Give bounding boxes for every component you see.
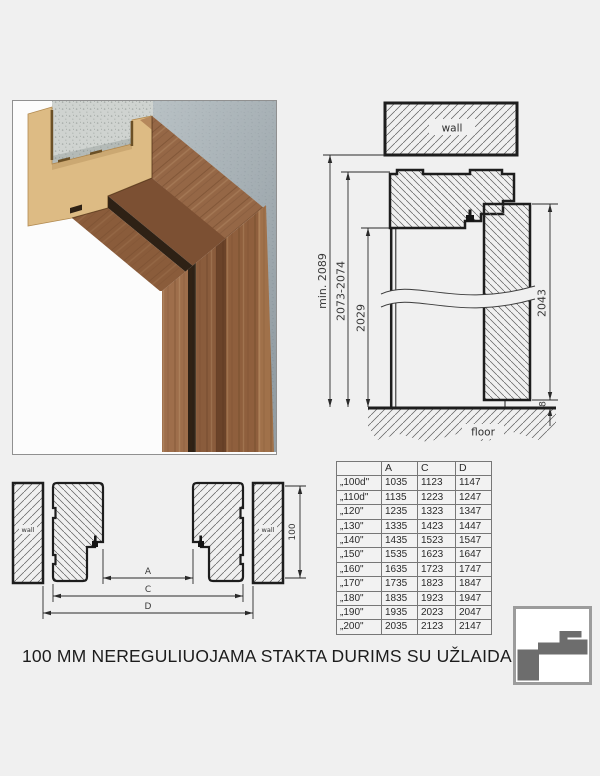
wall-block-left bbox=[13, 483, 43, 583]
size-value-cell: 1123 bbox=[418, 476, 456, 490]
size-table-row bbox=[337, 505, 492, 519]
floor bbox=[368, 408, 556, 442]
size-value-cell: 1035 bbox=[382, 476, 418, 490]
dim-d-label: D bbox=[144, 602, 152, 612]
size-value-cell: 1347 bbox=[456, 505, 492, 519]
size-name-cell: „180" bbox=[337, 591, 382, 605]
page-title: 100 MM NEREGULIUOJAMA STAKTA DURIMS SU UŽLAIDA bbox=[22, 646, 512, 666]
size-value-cell: 1723 bbox=[418, 562, 456, 576]
size-value-cell: 1135 bbox=[382, 490, 418, 504]
size-value-cell: 1523 bbox=[418, 534, 456, 548]
size-value-cell: 1923 bbox=[418, 591, 456, 605]
wall-block-right bbox=[253, 483, 283, 583]
size-value-cell: 1247 bbox=[456, 490, 492, 504]
size-value-cell: 1735 bbox=[382, 577, 418, 591]
logo-profile-block bbox=[518, 650, 540, 681]
size-table-row bbox=[337, 577, 492, 591]
size-value-cell: 1335 bbox=[382, 519, 418, 533]
size-value-cell: 1447 bbox=[456, 519, 492, 533]
size-value-cell: 1635 bbox=[382, 562, 418, 576]
size-name-cell: „170" bbox=[337, 577, 382, 591]
size-value-cell: 1435 bbox=[382, 534, 418, 548]
size-value-cell: 1935 bbox=[382, 606, 418, 620]
frame-profile-right bbox=[193, 483, 243, 581]
size-value-cell: 1747 bbox=[456, 562, 492, 576]
size-table-header-a: A bbox=[382, 462, 418, 476]
size-value-cell: 1235 bbox=[382, 505, 418, 519]
horizontal-section-drawing bbox=[8, 476, 318, 626]
size-name-cell: „130" bbox=[337, 519, 382, 533]
kerf-slot-right bbox=[131, 121, 134, 146]
size-table-row bbox=[337, 519, 492, 533]
size-value-cell: 1223 bbox=[418, 490, 456, 504]
size-value-cell: 1547 bbox=[456, 534, 492, 548]
size-value-cell: 1947 bbox=[456, 591, 492, 605]
frame-profile-left bbox=[53, 483, 103, 581]
size-name-cell: „200" bbox=[337, 620, 382, 634]
dim-a-label: A bbox=[144, 567, 152, 577]
size-value-cell: 1623 bbox=[418, 548, 456, 562]
size-table-header-row bbox=[337, 462, 492, 476]
wall-label: wall bbox=[441, 122, 463, 135]
size-value-cell: 1535 bbox=[382, 548, 418, 562]
wall-right-label: wall bbox=[261, 526, 275, 534]
size-table-row bbox=[337, 620, 492, 634]
size-value-cell: 1423 bbox=[418, 519, 456, 533]
size-table-header-name bbox=[337, 462, 382, 476]
size-name-cell: „190" bbox=[337, 606, 382, 620]
wall-left-label: wall bbox=[21, 526, 35, 534]
size-name-cell: „120" bbox=[337, 505, 382, 519]
size-value-cell: 1847 bbox=[456, 577, 492, 591]
size-value-cell: 1323 bbox=[418, 505, 456, 519]
dim-opening-height: 2029 bbox=[354, 304, 368, 332]
size-value-cell: 2123 bbox=[418, 620, 456, 634]
size-table-row bbox=[337, 490, 492, 504]
size-table bbox=[336, 461, 492, 635]
size-table-header-c: C bbox=[418, 462, 456, 476]
dim-leaf-height: 2043 bbox=[535, 289, 549, 317]
size-value-cell: 1647 bbox=[456, 548, 492, 562]
size-value-cell: 1823 bbox=[418, 577, 456, 591]
dim-floor-gap: 8 bbox=[538, 401, 549, 407]
dim-min-height: min. 2089 bbox=[316, 253, 329, 309]
size-table-row bbox=[337, 476, 492, 490]
floor-label: floor bbox=[471, 426, 495, 439]
size-table-row bbox=[337, 548, 492, 562]
size-value-cell: 2035 bbox=[382, 620, 418, 634]
vertical-section-drawing bbox=[315, 95, 570, 465]
size-value-cell: 1147 bbox=[456, 476, 492, 490]
dimension-lines-left bbox=[323, 155, 390, 407]
size-name-cell: „150" bbox=[337, 548, 382, 562]
size-value-cell: 2023 bbox=[418, 606, 456, 620]
size-name-cell: „160" bbox=[337, 562, 382, 576]
frame-corner-photo bbox=[12, 100, 277, 455]
dim-frame-height: 2073-2074 bbox=[334, 261, 348, 321]
size-value-cell: 2147 bbox=[456, 620, 492, 634]
size-name-cell: „110d" bbox=[337, 490, 382, 504]
size-table-row bbox=[337, 534, 492, 548]
size-value-cell: 2047 bbox=[456, 606, 492, 620]
wall-block bbox=[385, 103, 517, 155]
dim-c-label: C bbox=[144, 585, 152, 595]
kerf-slot-left bbox=[51, 110, 54, 160]
size-value-cell: 1835 bbox=[382, 591, 418, 605]
size-table-header-d: D bbox=[456, 462, 492, 476]
size-table-row bbox=[337, 591, 492, 605]
dim-depth-label: 100 bbox=[288, 523, 298, 541]
brand-logo bbox=[513, 606, 592, 685]
size-table-row bbox=[337, 562, 492, 576]
size-name-cell: „140" bbox=[337, 534, 382, 548]
size-name-cell: „100d" bbox=[337, 476, 382, 490]
size-table-row bbox=[337, 606, 492, 620]
